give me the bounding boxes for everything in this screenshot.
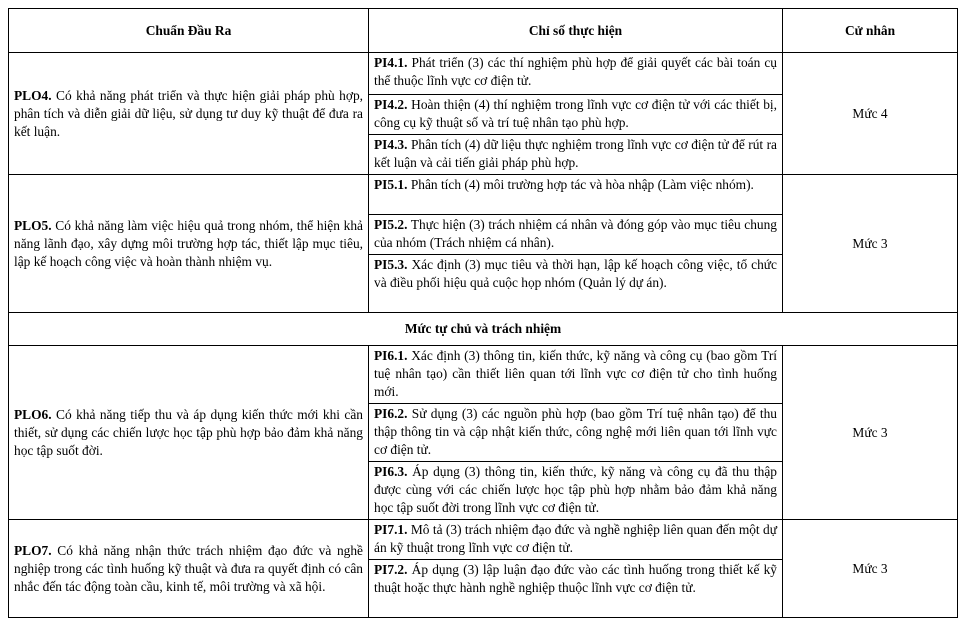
pi5-3-cell: [369, 255, 783, 313]
plo6-text: Có khả năng tiếp thu và áp dụng kiến thức mới khi cần thiết, sử dụng các chiến lược học tập phù hợp bảo đảm khả năng học tập suốt đời.: [14, 406, 363, 458]
pi-text: Phân tích (4) dữ liệu thực nghiệm trong lĩnh vực cơ điện tử để rút ra kết luận và cải tiến giải pháp phù hợp.: [374, 137, 777, 170]
plo7-code: PLO7.: [14, 542, 52, 558]
section-autonomy: Mức tự chủ và trách nhiệm: [9, 313, 958, 346]
plo4-text: Có khả năng phát triển và thực hiện giải pháp phù hợp, phân tích và diễn giải dữ liệu, sử dụng tư duy kỹ thuật để đưa ra kết luận.: [14, 87, 363, 139]
plo4-level: Mức 4: [783, 53, 958, 175]
pi-text: Xác định (3) thông tin, kiến thức, kỹ năng và công cụ (bao gồm Trí tuệ nhân tạo) cần thiết liên quan tới lĩnh vực cơ điện tử cho tình huống mới.: [374, 348, 777, 399]
header-outcome: Chuẩn Đầu Ra: [9, 9, 369, 53]
pi-code: PI6.3.: [374, 464, 408, 479]
pi7-2-cell: [369, 560, 783, 618]
pi4-2-cell: [369, 95, 783, 135]
plo6-cell: [9, 346, 369, 520]
pi-code: PI5.3.: [374, 257, 408, 272]
pi-code: PI5.1.: [374, 177, 408, 192]
pi-text: Áp dụng (3) lập luận đạo đức vào các tình huống trong thiết kế kỹ thuật hoặc thực hành nghề nghiệp thuộc lĩnh vực cơ điện tử.: [374, 562, 777, 595]
pi-text: Sử dụng (3) các nguồn phù hợp (bao gồm Trí tuệ nhân tạo) để thu thập thông tin và cập nhật kiến thức, công nghệ mới liên quan tới lĩnh vực cơ điện tử.: [374, 406, 777, 457]
pi-code: PI7.2.: [374, 562, 408, 577]
pi-text: Mô tả (3) trách nhiệm đạo đức và nghề nghiệp liên quan đến một dự án kỹ thuật trong lĩnh vực cơ điện tử.: [374, 522, 777, 555]
pi-code: PI4.3.: [374, 137, 408, 152]
pi5-1-cell: [369, 175, 783, 215]
pi5-2-cell: [369, 215, 783, 255]
pi-text: Thực hiện (3) trách nhiệm cá nhân và đóng góp vào mục tiêu chung của nhóm (Trách nhiệm cá nhân).: [374, 217, 777, 250]
plo7-text: Có khả năng nhận thức trách nhiệm đạo đức và nghề nghiệp trong các tình huống kỹ thuật và đưa ra quyết định có cân nhắc đến tác động toàn cầu, kinh tế, môi trường và xã hội.: [14, 542, 363, 594]
plo7-cell: [9, 520, 369, 618]
plo4-cell: [9, 53, 369, 175]
pi4-3-cell: [369, 135, 783, 175]
pi-text: Phân tích (4) môi trường hợp tác và hòa nhập (Làm việc nhóm).: [407, 177, 754, 192]
pi-text: Phát triển (3) các thí nghiệm phù hợp để giải quyết các bài toán cụ thể thuộc lĩnh vực cơ điện tử.: [374, 55, 777, 88]
pi6-2-cell: [369, 404, 783, 462]
plo6-code: PLO6.: [14, 406, 52, 422]
pi-code: PI6.1.: [374, 348, 408, 363]
pi-code: PI6.2.: [374, 406, 408, 421]
plo5-code: PLO5.: [14, 217, 52, 233]
header-bachelor: Cử nhân: [783, 9, 958, 53]
pi-code: PI5.2.: [374, 217, 408, 232]
plo4-code: PLO4.: [14, 87, 52, 103]
pi-text: Xác định (3) mục tiêu và thời hạn, lập kế hoạch công việc, tổ chức và điều phối hiệu quả cuộc họp nhóm (Quản lý dự án).: [374, 257, 777, 290]
plo5-cell: [9, 175, 369, 313]
plo6-level: Mức 3: [783, 346, 958, 520]
pi7-1-cell: [369, 520, 783, 560]
pi-text: Hoàn thiện (4) thí nghiệm trong lĩnh vực cơ điện tử với các thiết bị, công cụ kỹ thuật số và trí tuệ nhân tạo phù hợp.: [374, 97, 777, 130]
plo5-text: Có khả năng làm việc hiệu quả trong nhóm, thể hiện khả năng lãnh đạo, xây dựng môi trường hợp tác, thiết lập mục tiêu, lập kế hoạch công việc và hoàn thành nhiệm vụ.: [14, 217, 363, 269]
pi-code: PI4.2.: [374, 97, 408, 112]
pi-text: Áp dụng (3) thông tin, kiến thức, kỹ năng và công cụ đã thu thập được cùng với các chiến lược học tập phù hợp nhằm bảo đảm khả năng học tập suốt đời trong lĩnh vực cơ điện tử.: [374, 464, 777, 515]
pi-code: PI4.1.: [374, 55, 408, 70]
plo7-level: Mức 3: [783, 520, 958, 618]
pi6-3-cell: [369, 462, 783, 520]
pi-code: PI7.1.: [374, 522, 408, 537]
plo5-level: Mức 3: [783, 175, 958, 313]
header-indicator: Chỉ số thực hiện: [369, 9, 783, 53]
pi6-1-cell: [369, 346, 783, 404]
pi4-1-cell: [369, 53, 783, 95]
plo-table: [8, 8, 958, 618]
